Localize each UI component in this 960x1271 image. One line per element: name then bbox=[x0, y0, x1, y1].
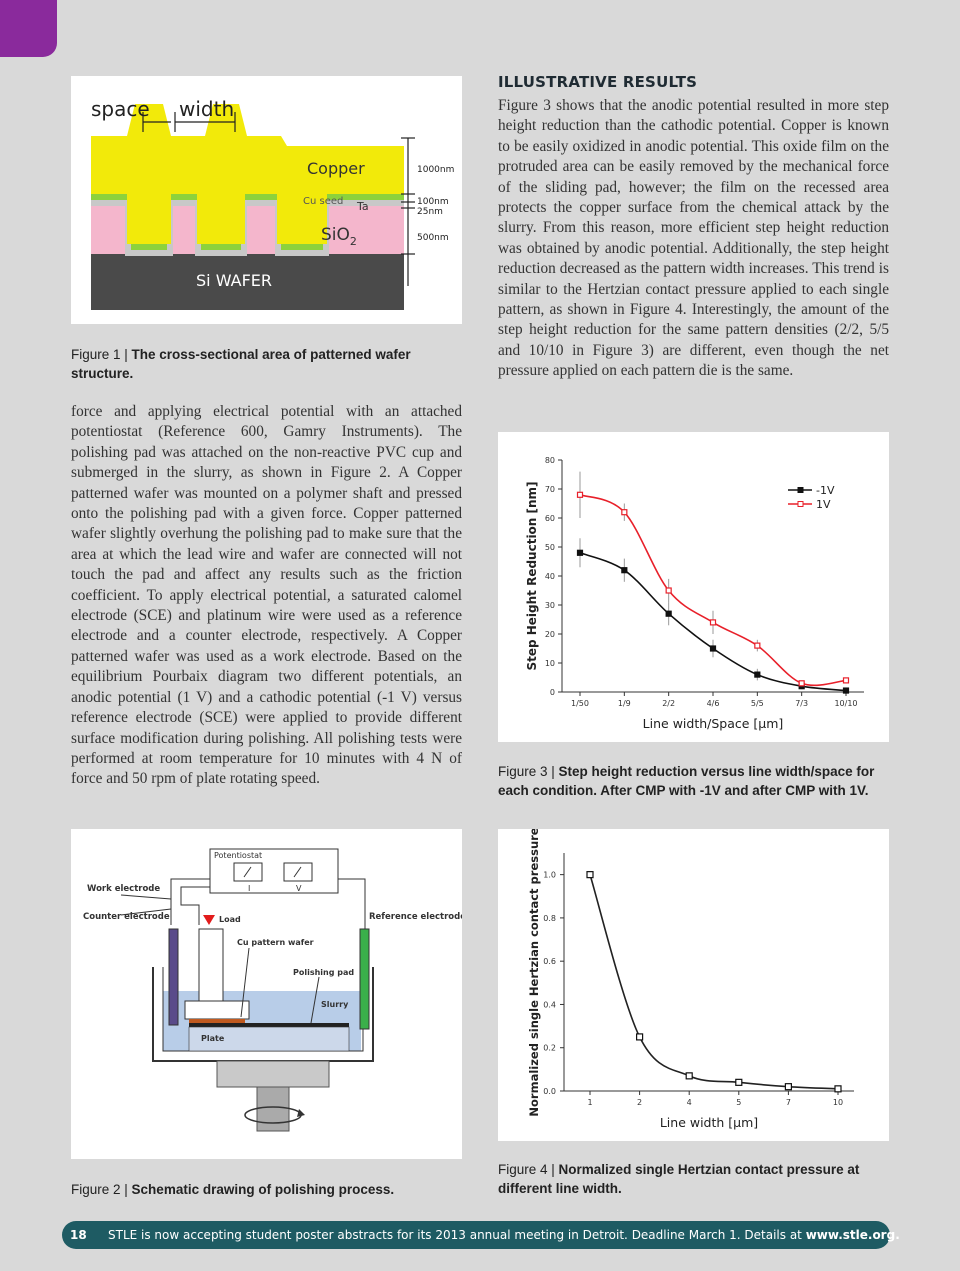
y-tick-label: 0.0 bbox=[543, 1087, 556, 1096]
footer-link[interactable]: www.stle.org. bbox=[805, 1228, 900, 1242]
section-title: ILLUSTRATIVE RESULTS bbox=[498, 73, 698, 91]
polymer-shaft bbox=[199, 929, 223, 1001]
counter-electrode bbox=[169, 929, 178, 1025]
data-point-1V bbox=[844, 678, 849, 683]
data-point-1V bbox=[755, 643, 760, 648]
x-tick-label: 5/5 bbox=[750, 699, 764, 708]
y-tick-label: 30 bbox=[544, 601, 555, 610]
figure-2-diagram bbox=[71, 829, 462, 1159]
cu-pattern-wafer bbox=[189, 1019, 245, 1023]
wafer-holder bbox=[185, 1001, 249, 1019]
data-point--1V bbox=[666, 611, 671, 616]
right-body-text: Figure 3 shows that the anodic potential resulted in more step height reduction than the cathodic potential. Copper is known to be easily oxidized in anodic potential. This oxide film on the protruded area can be easily removed by the mechanical force of the sliding pad, however; the film on the recessed area protects the copper surface from the chemical attack by the slurry. From this reason, more efficient step height reduction was obtained by anodic potential. Additionally, the step height reduction decreased as the pattern width increases. This trend is similar to the Hertzian contact pressure applied to each single pattern, as shown in Figure 4. Interestingly, the amount of the step height reduction for the same pattern densities (2/2, 5/5 and 10/10 in Figure 3) are different, even though the net pressure applied on each pattern die is the same. bbox=[498, 97, 889, 380]
data-point--1V bbox=[578, 550, 583, 555]
data-point--1V bbox=[711, 646, 716, 651]
figure-2 bbox=[71, 829, 462, 1159]
y-tick-label: 0.8 bbox=[543, 913, 556, 923]
y-tick-label: 60 bbox=[544, 514, 555, 523]
legend-label--1V: -1V bbox=[816, 484, 835, 497]
label-ta: Ta bbox=[357, 200, 369, 213]
data-point bbox=[785, 1084, 791, 1090]
label-d3: 25nm bbox=[417, 207, 443, 217]
y-tick-label: 0.6 bbox=[543, 957, 556, 967]
figure-3-caption bbox=[498, 762, 889, 800]
label-d2: 100nm bbox=[417, 197, 449, 207]
label-d1: 1000nm bbox=[417, 165, 455, 175]
data-point bbox=[835, 1086, 841, 1092]
data-point-1V bbox=[666, 588, 671, 593]
x-tick-label: 2/2 bbox=[662, 699, 676, 708]
data-point bbox=[637, 1034, 643, 1040]
x-tick-label: 4 bbox=[686, 1098, 692, 1107]
y-tick-label: 0 bbox=[549, 688, 555, 697]
figure-4-chart bbox=[498, 829, 889, 1141]
figure-1-caption-number: Figure 1 | bbox=[71, 347, 132, 362]
corner-tab bbox=[0, 0, 57, 57]
x-tick-label: 7 bbox=[785, 1098, 791, 1107]
y-axis-label: Step Height Reduction [nm] bbox=[525, 481, 539, 671]
figure-1 bbox=[71, 76, 462, 324]
y-tick-label: 0.2 bbox=[543, 1043, 556, 1053]
y-tick-label: 1.0 bbox=[543, 870, 556, 880]
footer-text: STLE is now accepting student poster abstracts for its 2013 annual meeting in Detroit. Deadline March 1. Details at bbox=[108, 1228, 806, 1242]
data-point--1V bbox=[755, 672, 760, 677]
figure-2-caption-number: Figure 2 | bbox=[71, 1182, 132, 1197]
x-tick-label: 5 bbox=[736, 1098, 742, 1107]
label-counter-electrode: Counter electrode bbox=[83, 912, 170, 922]
data-point bbox=[686, 1073, 692, 1079]
series-line bbox=[590, 875, 838, 1089]
data-point--1V bbox=[622, 568, 627, 573]
label-polishing-pad: Polishing pad bbox=[293, 968, 355, 977]
x-tick-label: 4/6 bbox=[706, 699, 720, 708]
spindle bbox=[257, 1087, 289, 1131]
label-reference-electrode: Reference electrode bbox=[369, 912, 462, 922]
figure-3 bbox=[498, 432, 889, 742]
data-point-1V bbox=[578, 492, 583, 497]
figure-1-caption bbox=[71, 345, 462, 383]
y-tick-label: 70 bbox=[544, 485, 555, 494]
label-d4: 500nm bbox=[417, 233, 449, 243]
x-tick-label: 2 bbox=[637, 1098, 643, 1107]
data-point-1V bbox=[799, 681, 804, 686]
x-axis-label: Line width [μm] bbox=[659, 1115, 759, 1130]
y-tick-label: 50 bbox=[544, 543, 555, 552]
load-arrow bbox=[203, 915, 215, 925]
x-tick-label: 1 bbox=[587, 1098, 593, 1107]
label-sio2: SiO$_2$ bbox=[321, 225, 357, 248]
base-block bbox=[217, 1061, 329, 1087]
label-cu-pattern-wafer: Cu pattern wafer bbox=[237, 938, 314, 947]
polishing-pad bbox=[189, 1023, 349, 1027]
figure-4 bbox=[498, 829, 889, 1141]
figure-4-caption-number: Figure 4 | bbox=[498, 1162, 559, 1177]
left-body-text: force and applying electrical potential with an attached potentiostat (Reference 600, Gamry Instruments). The polishing pad was attached on the non-reactive PVC cup and submerged in the slurry, as shown in Figure 2. A Copper patterned wafer was mounted on a polymer shaft and pressed onto the polishing pad with a given force. Copper patterned wafer slightly overhung the polishing pad to make sure that the area at which the lead wire and wafer are connected will not touch the pad and affect any results such as the friction coefficient. To apply electrical potential, a saturated calomel electrode (SCE) and platinum wire were used as a reference electrode and a counter electrode, respectively. A Copper patterned wafer was used as a work electrode. Based on the equilibrium Pourbaix diagram two different potentials, an anodic potential (1 V) and a cathodic potential (-1 V) versus reference electrode (SCE) were applied to provide different surface modification during polishing. All polishing tests were performed at room temperature for 10 minutes with 4 N of force and 50 rpm of plate rotating speed. bbox=[71, 403, 462, 788]
data-point bbox=[587, 872, 593, 878]
data-point-1V bbox=[622, 510, 627, 515]
figure-3-chart bbox=[498, 432, 889, 742]
page-number: 18 bbox=[70, 1228, 87, 1242]
data-point bbox=[736, 1079, 742, 1085]
label-copper: Copper bbox=[307, 159, 365, 178]
x-tick-label: 1/50 bbox=[571, 699, 589, 708]
legend-marker-1V bbox=[798, 502, 803, 507]
label-space: space bbox=[91, 97, 150, 121]
data-point-1V bbox=[711, 620, 716, 625]
y-tick-label: 20 bbox=[544, 630, 555, 639]
label-v: V bbox=[296, 884, 302, 893]
x-tick-label: 7/3 bbox=[795, 699, 809, 708]
x-tick-label: 1/9 bbox=[617, 699, 631, 708]
label-load: Load bbox=[219, 915, 241, 924]
x-tick-label: 10 bbox=[832, 1098, 844, 1107]
label-i: I bbox=[248, 884, 251, 893]
figure-1-diagram bbox=[71, 76, 462, 324]
figure-3-caption-number: Figure 3 | bbox=[498, 764, 559, 779]
legend-marker--1V bbox=[798, 488, 803, 493]
figure-4-caption bbox=[498, 1160, 889, 1198]
footer-message bbox=[108, 1221, 900, 1249]
y-tick-label: 80 bbox=[544, 456, 555, 465]
data-point--1V bbox=[844, 688, 849, 693]
x-tick-label: 10/10 bbox=[834, 699, 858, 708]
label-width: width bbox=[179, 97, 235, 121]
potentiostat-label: Potentiostat bbox=[214, 851, 263, 860]
legend-label-1V: 1V bbox=[816, 498, 831, 511]
label-si-wafer: Si WAFER bbox=[196, 271, 273, 290]
footer-bar bbox=[62, 1221, 900, 1249]
x-axis-label: Line width/Space [μm] bbox=[642, 716, 784, 731]
y-tick-label: 40 bbox=[544, 572, 555, 581]
y-tick-label: 10 bbox=[544, 659, 555, 668]
label-plate: Plate bbox=[201, 1034, 225, 1043]
label-slurry: Slurry bbox=[321, 1000, 349, 1009]
label-cu-seed: Cu seed bbox=[303, 196, 344, 207]
figure-2-caption-text: Schematic drawing of polishing process. bbox=[131, 1182, 395, 1197]
figure-3-caption-text: Step height reduction versus line width/space for each condition. After CMP with -1V and after CMP with 1V. bbox=[498, 764, 875, 798]
reference-electrode bbox=[360, 929, 369, 1029]
y-axis-label: Normalized single Hertzian contact pressure bbox=[527, 829, 541, 1117]
label-work-electrode: Work electrode bbox=[87, 884, 161, 894]
figure-1-caption-text: The cross-sectional area of patterned wafer structure. bbox=[71, 347, 411, 381]
y-tick-label: 0.4 bbox=[543, 1000, 556, 1010]
figure-4-caption-text: Normalized single Hertzian contact pressure at different line width. bbox=[498, 1162, 860, 1196]
figure-2-caption bbox=[71, 1180, 462, 1199]
